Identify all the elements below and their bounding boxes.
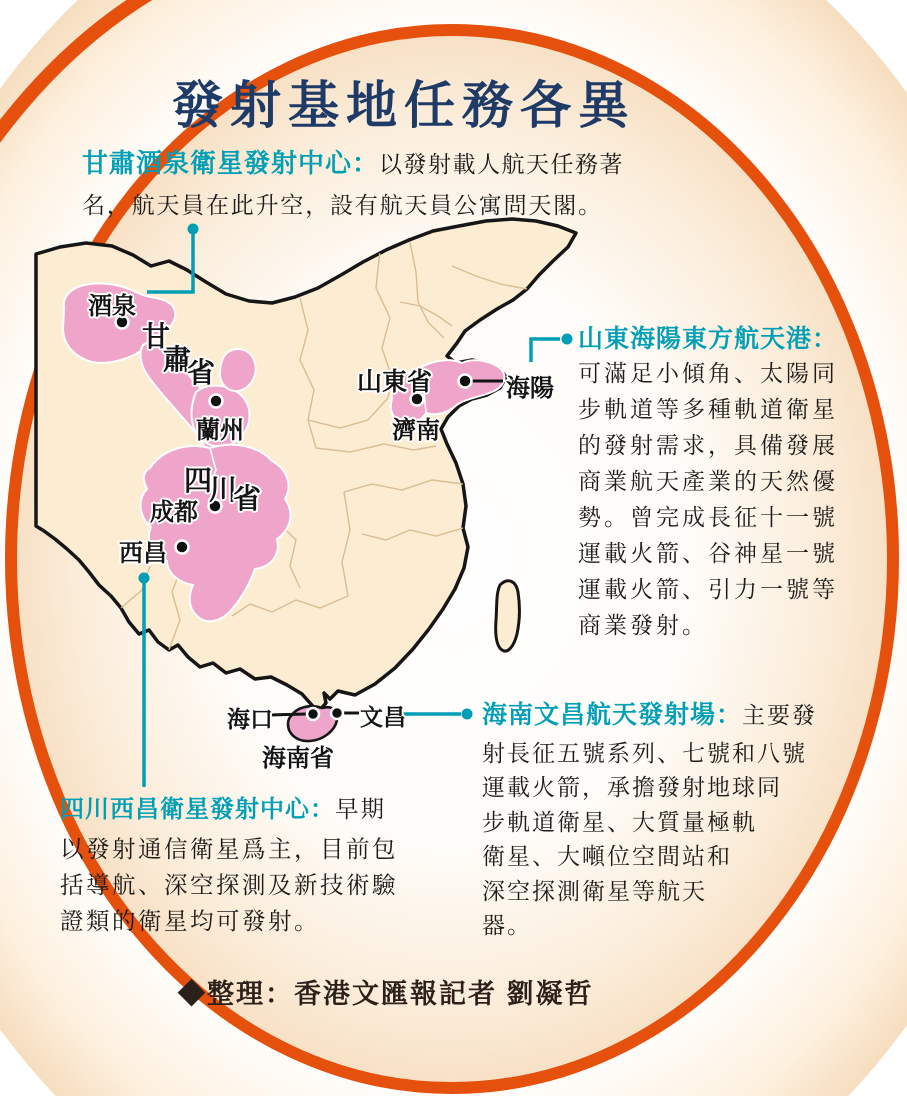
block-jiuquan-line1: 以發射載人航天任務著	[379, 152, 625, 178]
block-shandong-line: 運載火箭、谷神星一號	[578, 541, 838, 567]
block-xichang-line: 證類的衛星均可發射。	[60, 907, 320, 935]
block-wenchang-lead: 主要發	[742, 703, 818, 729]
dot-xichang	[176, 541, 189, 554]
city-label-wenchang: 文昌	[360, 704, 406, 730]
block-shandong-line: 運載火箭、引力一號等	[578, 577, 838, 603]
city-label-haikou: 海口	[227, 706, 273, 732]
dot-lanzhou	[210, 395, 223, 408]
block-jiuquan-heading: 甘肅酒泉衛星發射中心：	[82, 148, 380, 178]
block-xichang-line: 以發射通信衛星爲主，目前包	[60, 835, 398, 863]
province-label-gansu-char1: 甘	[142, 321, 171, 352]
city-label-haiyang: 海陽	[506, 375, 554, 402]
block-shandong-line: 商業航天產業的天然優	[578, 469, 838, 495]
province-label-shandong: 山東省	[357, 368, 433, 396]
city-label-jiuquan: 酒泉	[88, 293, 136, 320]
block-shandong-line: 商業發射。	[578, 613, 708, 639]
block-shandong-line: 步軌道等多種軌道衛星	[578, 397, 838, 423]
block-jiuquan-line2: 名，航天員在此升空，設有航天員公寓問天閣。	[82, 193, 603, 219]
attribution-line: ◆整理：香港文匯報記者 劉凝哲	[178, 979, 594, 1009]
block-jiuquan	[82, 144, 642, 225]
city-label-jinan: 濟南	[392, 417, 440, 444]
block-xichang-heading: 四川西昌衛星發射中心：	[60, 796, 335, 823]
block-wenchang-line: 射長征五號系列、七號和八號	[482, 740, 807, 767]
province-label-gansu-char2: 肅	[163, 344, 192, 375]
province-label-sichuan-char2: 川	[209, 474, 238, 505]
block-wenchang-line: 器。	[482, 913, 532, 939]
block-wenchang-line: 衛星、大噸位空間站和	[482, 844, 732, 870]
province-label-sichuan-char1: 四	[184, 465, 213, 496]
block-wenchang-heading: 海南文昌航天發射場：	[482, 701, 743, 729]
province-label-sichuan-char3: 省	[233, 483, 262, 514]
block-xichang-lead: 早期	[335, 795, 386, 823]
city-label-xichang: 西昌	[119, 540, 167, 567]
page-title: 發射基地任務各異	[172, 77, 637, 134]
city-label-lanzhou: 蘭州	[196, 417, 244, 444]
block-shandong-line: 勢。曾完成長征十一號	[578, 505, 838, 531]
province-gansu-ne-piece	[220, 349, 256, 391]
block-shandong	[578, 322, 868, 644]
block-shandong-heading: 山東海陽東方航天港：	[578, 325, 839, 353]
block-wenchang	[482, 698, 822, 944]
block-xichang	[60, 791, 460, 939]
province-label-hainan: 海南省	[262, 745, 334, 772]
dot-haiyang	[459, 375, 472, 388]
city-label-chengdu: 成都	[150, 499, 198, 526]
block-shandong-line: 的發射需求，具備發展	[578, 433, 838, 459]
block-wenchang-line: 步軌道衛星、大質量極軌	[482, 809, 757, 836]
block-shandong-line: 可滿足小傾角、太陽同	[578, 361, 838, 387]
block-wenchang-line: 運載火箭，承擔發射地球同	[482, 775, 782, 801]
block-wenchang-line: 深空探測衛星等航天	[482, 878, 707, 905]
taiwan-island	[496, 581, 520, 651]
dot-haikou	[307, 708, 319, 720]
block-xichang-line: 括導航、深空探測及新技術驗	[60, 871, 398, 899]
dot-wenchang	[331, 707, 343, 719]
province-label-gansu-char3: 省	[187, 357, 216, 388]
